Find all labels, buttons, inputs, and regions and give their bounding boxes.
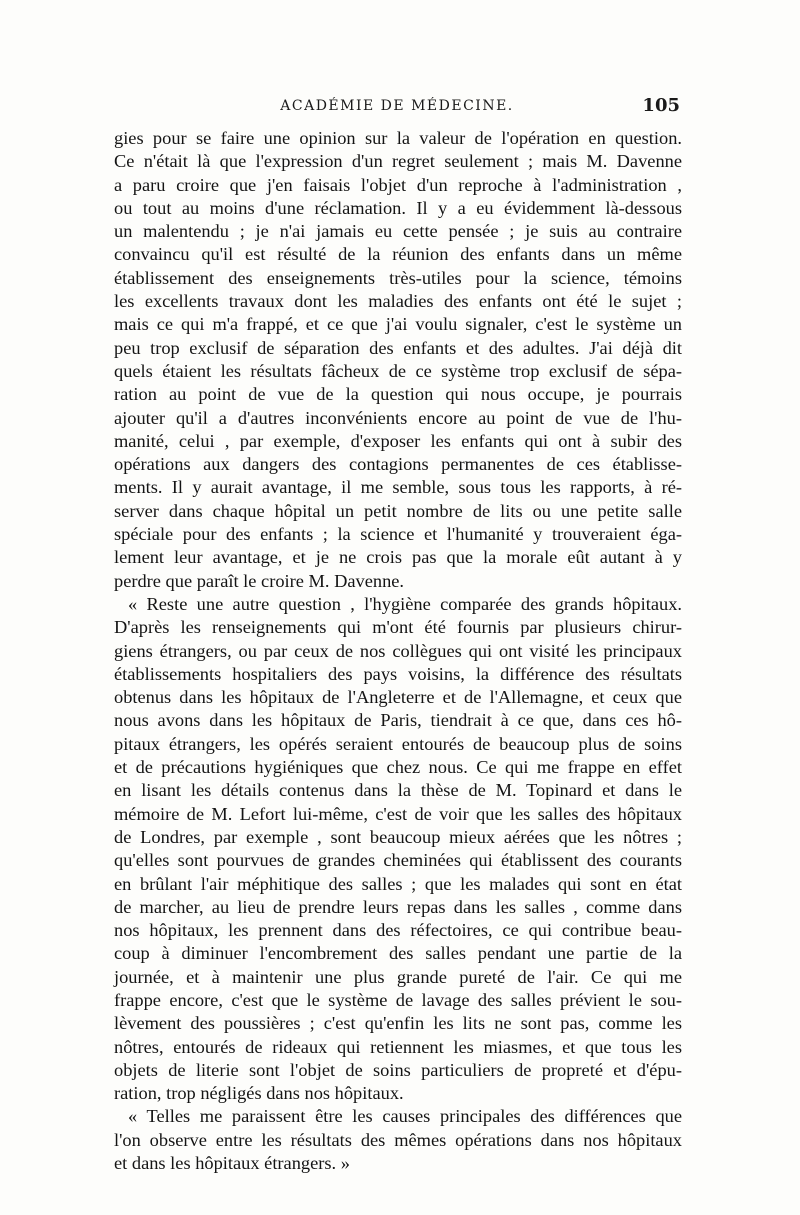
text-line: journée, et à maintenir une plus grande pureté de l'air. Ce qui me <box>114 966 682 987</box>
text-line: un malentendu ; je n'ai jamais eu cette pensée ; je suis au contraire <box>114 221 682 242</box>
paragraph <box>114 593 682 1106</box>
text-line: et de précautions hygiéniques que chez nous. Ce qui me frappe en effet <box>114 757 682 778</box>
text-line: ration, trop négligés dans nos hôpitaux. <box>114 1083 404 1104</box>
page-number: 105 <box>642 95 680 116</box>
text-line: Ce n'était là que l'expression d'un regret seulement ; mais M. Davenne <box>114 151 682 172</box>
text-line: « Reste une autre question , l'hygiène comparée des grands hôpitaux. <box>128 593 682 614</box>
text-line: qu'elles sont pourvues de grandes cheminées qui établissent des courants <box>114 850 682 871</box>
text-line: objets de literie sont l'objet de soins particuliers de propreté et d'épu- <box>114 1059 682 1080</box>
text-line: frappe encore, c'est que le système de lavage des salles prévient le sou- <box>114 989 682 1010</box>
text-line: ments. Il y aurait avantage, il me semble, sous tous les rapports, à ré- <box>114 477 682 498</box>
text-line: coup à diminuer l'encombrement des salles pendant une partie de la <box>114 943 682 964</box>
text-line: spéciale pour des enfants ; la science et l'humanité y trouveraient éga- <box>114 524 682 545</box>
text-line: peu trop exclusif de séparation des enfants et des adultes. J'ai déjà dit <box>114 337 682 358</box>
text-line: a paru croire que j'en faisais l'objet d'un reproche à l'administration , <box>114 174 682 195</box>
paragraph <box>114 1105 682 1175</box>
text-line: de Londres, par exemple , sont beaucoup mieux aérées que les nôtres ; <box>114 826 682 847</box>
text-line: établissements hospitaliers des pays voisins, la différence des résultats <box>114 663 682 684</box>
text-line: mémoire de M. Lefort lui-même, c'est de voir que les salles des hôpitaux <box>114 803 682 824</box>
text-line: server dans chaque hôpital un petit nombre de lits ou une petite salle <box>114 500 682 521</box>
text-line: l'on observe entre les résultats des mêmes opérations dans nos hôpitaux <box>114 1129 682 1150</box>
text-line: lèvement des poussières ; c'est qu'enfin les lits ne sont pas, comme les <box>114 1013 682 1034</box>
text-line: perdre que paraît le croire M. Davenne. <box>114 570 405 591</box>
body-text <box>114 127 682 1175</box>
text-line: quels étaient les résultats fâcheux de ce système trop exclusif de sépa- <box>114 360 682 381</box>
text-line: giens étrangers, ou par ceux de nos collègues qui ont visité les principaux <box>114 640 682 661</box>
running-head-title: ACADÉMIE DE MÉDECINE. <box>280 98 514 114</box>
text-line: ajouter qu'il a d'autres inconvénients encore au point de vue de l'hu- <box>114 407 682 428</box>
text-line: nôtres, entourés de rideaux qui retiennent les miasmes, et que tous les <box>114 1036 682 1057</box>
text-line: manité, celui , par exemple, d'exposer les enfants qui ont à subir des <box>114 430 682 451</box>
text-line: opérations aux dangers des contagions permanentes de ces établisse- <box>114 454 682 475</box>
text-line: « Telles me paraissent être les causes principales des différences que <box>128 1106 682 1127</box>
text-line: de marcher, au lieu de prendre leurs repas dans les salles , comme dans <box>114 896 682 917</box>
text-line: en lisant les détails contenus dans la thèse de M. Topinard et dans le <box>114 780 682 801</box>
running-head <box>114 95 680 117</box>
paragraph <box>114 127 682 593</box>
text-line: nous avons dans les hôpitaux de Paris, tiendrait à ce que, dans ces hô- <box>114 710 682 731</box>
text-line: établissement des enseignements très-utiles pour la science, témoins <box>114 267 682 288</box>
text-line: D'après les renseignements qui m'ont été fournis par plusieurs chirur- <box>114 617 682 638</box>
text-line: nos hôpitaux, les prennent dans des réfectoires, ce qui contribue beau- <box>114 920 682 941</box>
text-line: et dans les hôpitaux étrangers. » <box>114 1153 350 1174</box>
text-line: ou tout au moins d'une réclamation. Il y a eu évidemment là-dessous <box>114 197 682 218</box>
text-line: ration au point de vue de la question qui nous occupe, je pourrais <box>114 384 682 405</box>
text-line: obtenus dans les hôpitaux de l'Angleterre et de l'Allemagne, et ceux que <box>114 687 682 708</box>
text-line: les excellents travaux dont les maladies des enfants ont été le sujet ; <box>114 291 682 312</box>
text-line: gies pour se faire une opinion sur la valeur de l'opération en question. <box>114 128 682 148</box>
text-line: en brûlant l'air méphitique des salles ; que les malades qui sont en état <box>114 873 682 894</box>
text-line: pitaux étrangers, les opérés seraient entourés de beaucoup plus de soins <box>114 733 682 754</box>
text-line: lement leur avantage, et je ne crois pas que la morale eût autant à y <box>114 547 682 568</box>
text-line: mais ce qui m'a frappé, et ce que j'ai voulu signaler, c'est le système un <box>114 314 682 335</box>
text-line: convaincu qu'il est résulté de la réunion des enfants dans un même <box>114 244 682 265</box>
